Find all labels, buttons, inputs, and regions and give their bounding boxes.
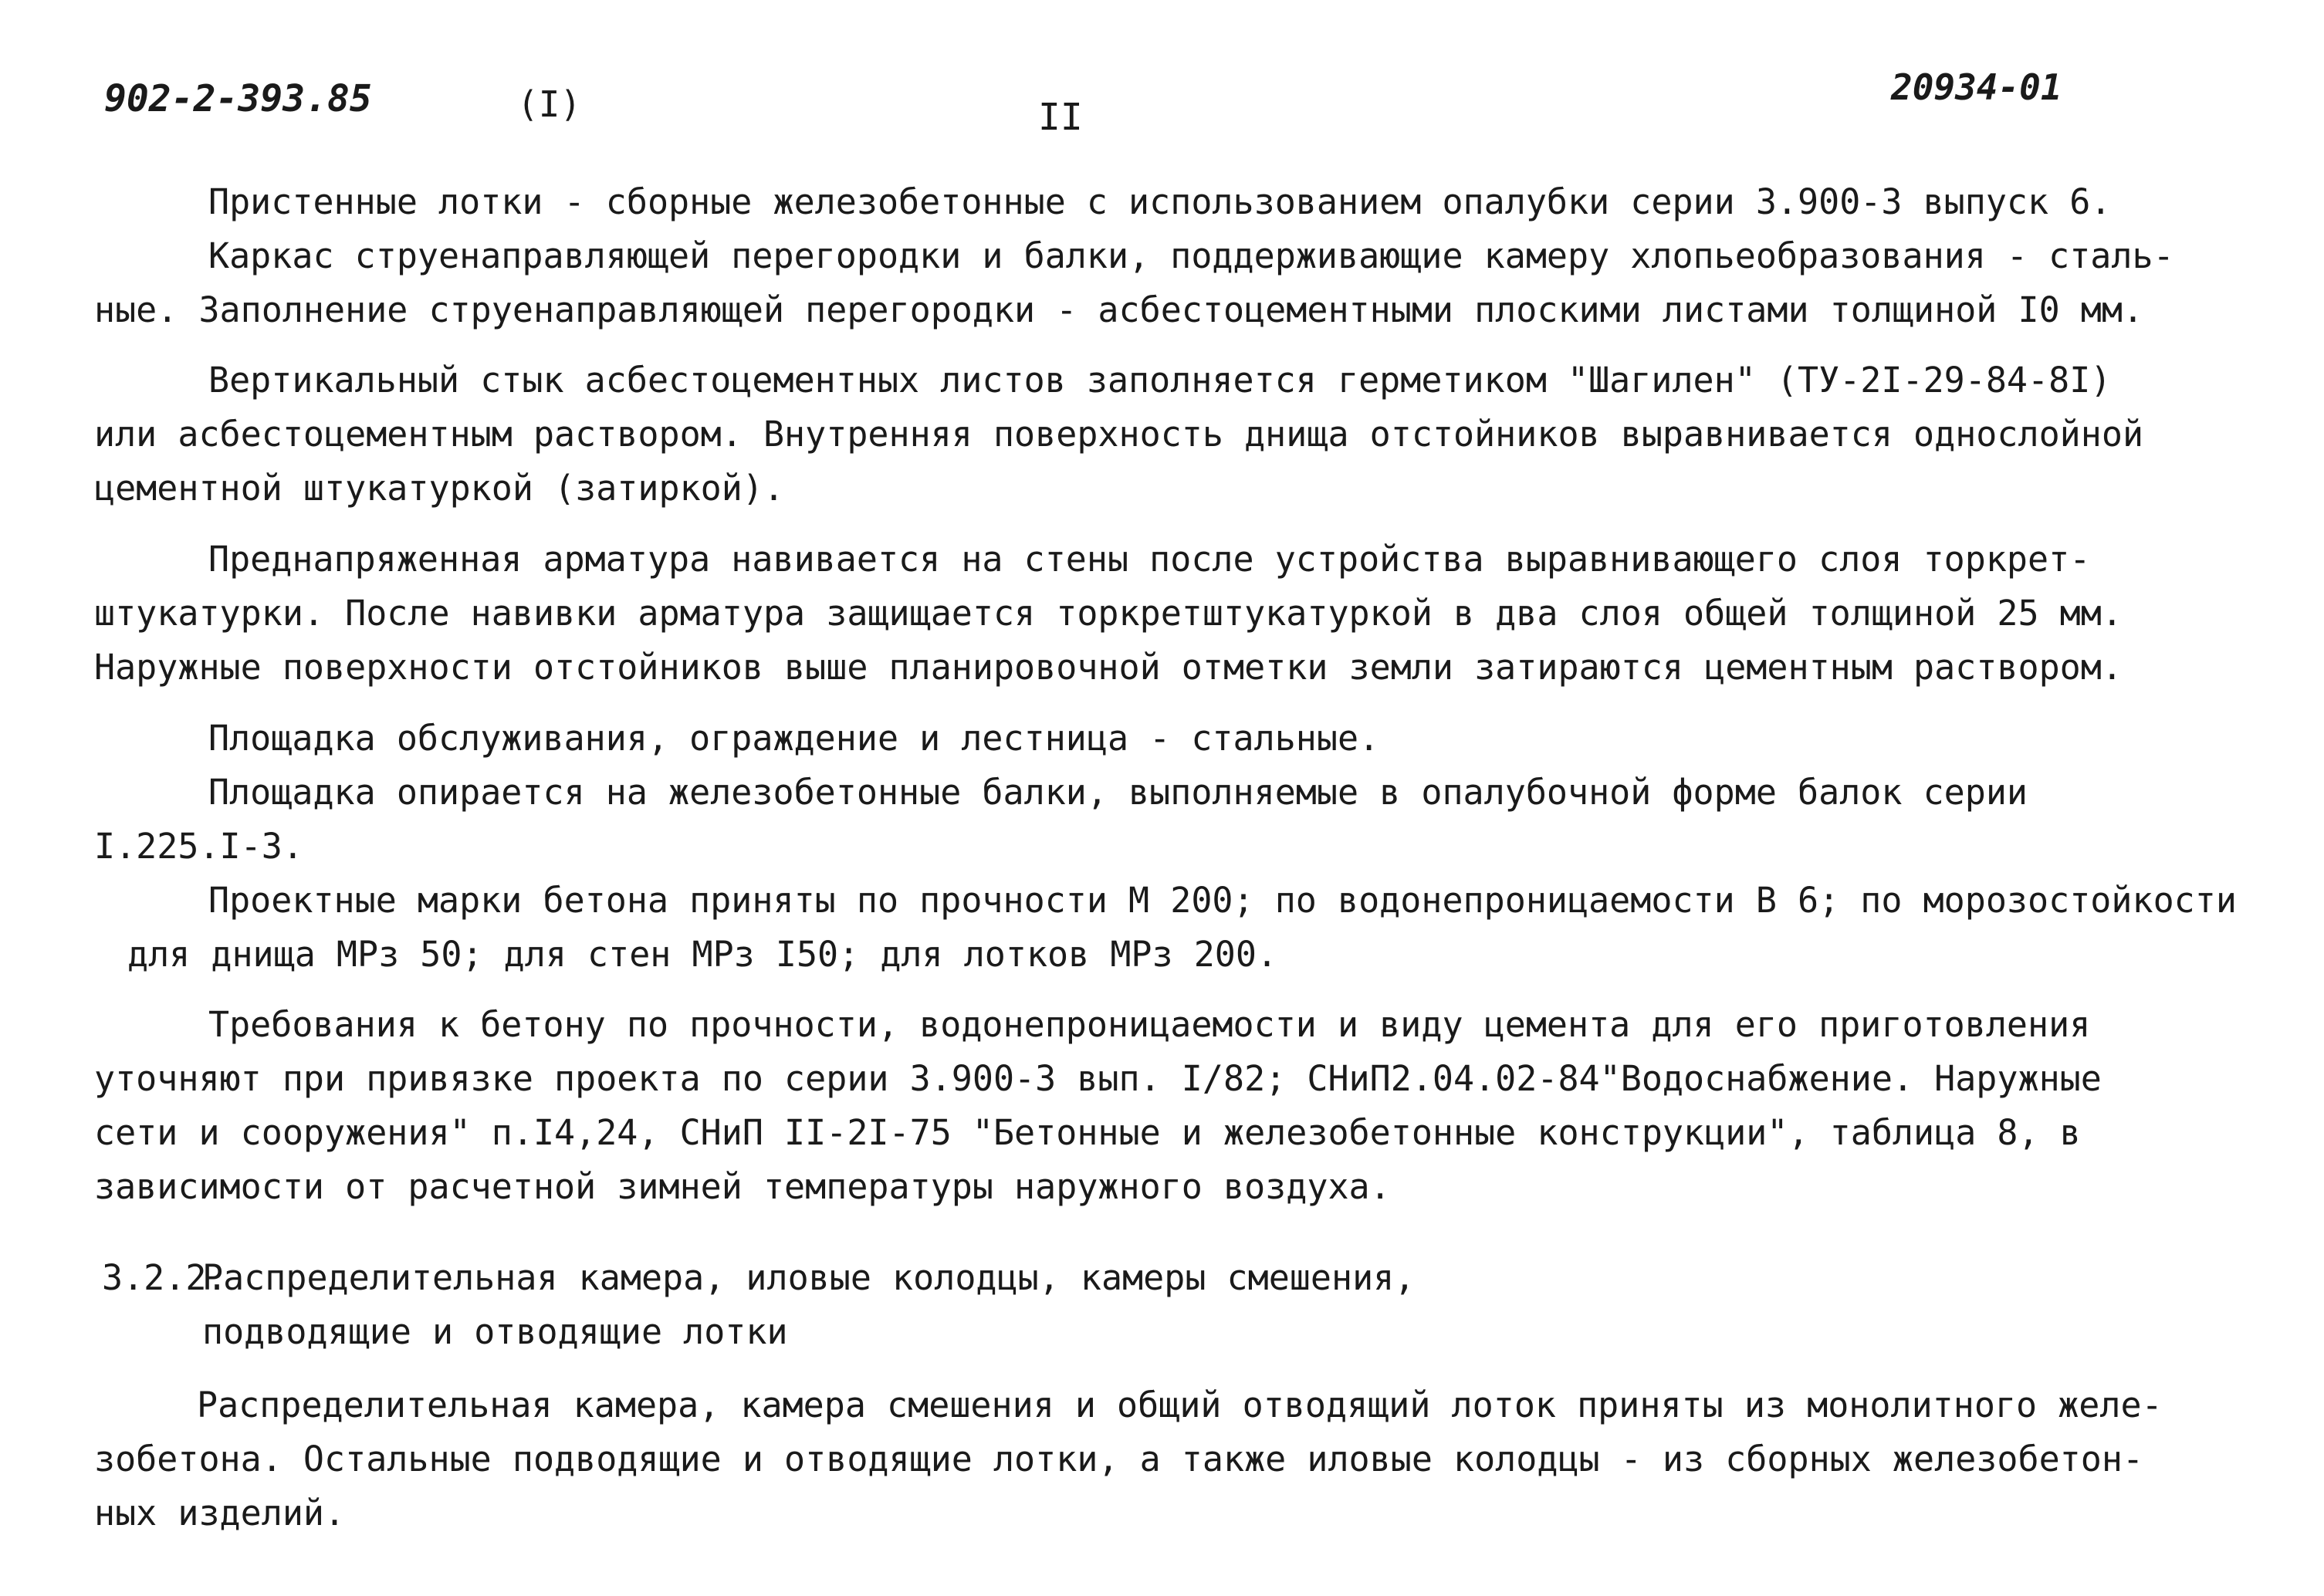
section-title-continued: подводящие и отводящие лотки — [202, 1311, 788, 1352]
text-line: Преднапряженная арматура навивается на стены после устройства выравнивающего слоя торкрет- — [208, 539, 2091, 580]
text-line: Площадка обслуживания, ограждение и лестница - стальные. — [208, 718, 1380, 759]
text-line: Распределительная камера, камера смешения и общий отводящий лоток приняты из монолитного желе- — [197, 1385, 2163, 1425]
text-line: Каркас струенаправляющей перегородки и балки, поддерживающие камеру хлопьеобразования - сталь- — [208, 235, 2174, 276]
text-line: I.225.I-3. — [94, 826, 303, 867]
text-line: или асбестоцементным раствором. Внутренняя поверхность днища отстойников выравнивается однослойной — [94, 414, 2144, 455]
text-line: Вертикальный стык асбестоцементных листов заполняется герметиком "Шагилен" (ТУ-2I-29-84-8I) — [208, 360, 2112, 401]
text-line: зобетона. Остальные подводящие и отводящие лотки, а также иловые колодцы - из сборных железобетон- — [94, 1439, 2144, 1479]
section-number: 3.2.2. — [102, 1257, 228, 1298]
text-line: Требования к бетону по прочности, водонепроницаемости и виду цемента для его приготовления — [208, 1004, 2091, 1045]
doc-part: (I) — [517, 83, 582, 125]
section-title: Распределительная камера, иловые колодцы, камеры смешения, — [202, 1257, 1416, 1298]
text-line: ные. Заполнение струенаправляющей перегородки - асбестоцементными плоскими листами толщиной I0 мм. — [94, 289, 2144, 330]
doc-code: 902-2-393.85 — [104, 77, 372, 120]
text-line: Наружные поверхности отстойников выше планировочной отметки земли затираются цементным раствором. — [94, 647, 2123, 688]
text-line: цементной штукатуркой (затиркой). — [94, 468, 785, 509]
text-line: зависимости от расчетной зимней температуры наружного воздуха. — [94, 1166, 1391, 1207]
text-line: ных изделий. — [94, 1493, 346, 1533]
text-line: Площадка опирается на железобетонные балки, выполняемые в опалубочной форме балок серии — [208, 772, 2028, 813]
page-number: II — [1038, 96, 1083, 139]
text-line: сети и сооружения" п.I4,24, СНиП II-2I-75 "Бетонные и железобетонные конструкции", таблица 8, в — [94, 1112, 2081, 1153]
text-line: уточняют при привязке проекта по серии 3.900-3 вып. I/82; СНиП2.04.02-84"Водоснабжение. Наружные — [94, 1058, 2102, 1099]
text-line: штукатурки. После навивки арматура защищается торкретштукатуркой в два слоя общей толщиной 25 мм. — [94, 593, 2123, 634]
text-line: Проектные марки бетона приняты по прочности М 200; по водонепроницаемости В 6; по морозостойкости — [208, 880, 2237, 921]
text-line: Пристенные лотки - сборные железобетонные с использованием опалубки серии 3.900-3 выпуск 6. — [208, 181, 2112, 222]
text-line: для днища МРз 50; для стен МРз I50; для лотков МРз 200. — [127, 934, 1278, 975]
archive-number: 20934-01 — [1891, 66, 2062, 108]
